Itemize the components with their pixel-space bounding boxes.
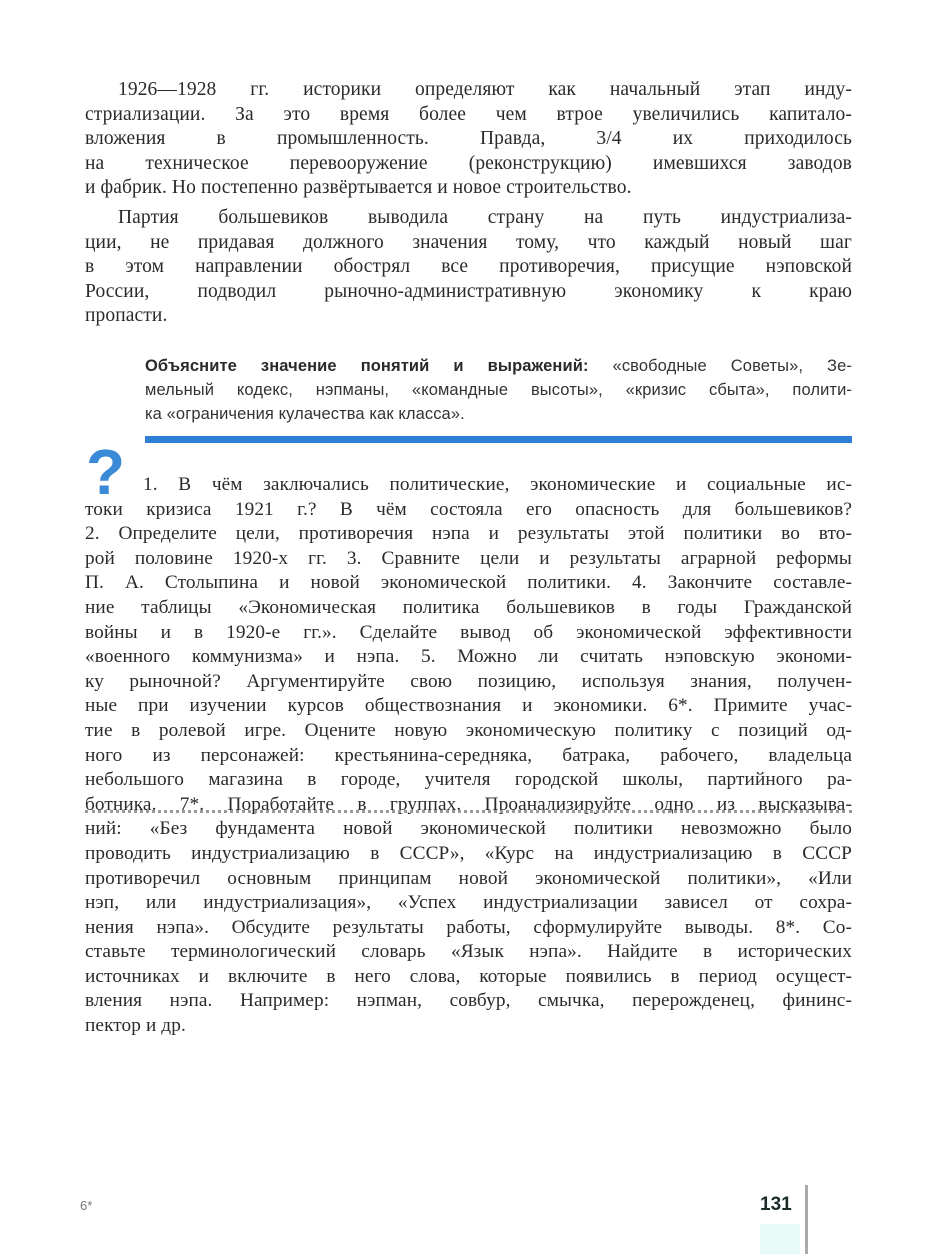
- text-line: ботника. 7*. Поработайте в группах. Проанализируйте одно из высказыва-: [85, 793, 852, 815]
- paragraph-bolshevik-party: [85, 206, 852, 329]
- text-line: 2. Определите цели, противоречия нэпа и результаты этой политики во вто-: [85, 523, 852, 545]
- text-line: токи кризиса 1921 г.? В чём состояла его опасность для большевиков?: [85, 498, 852, 520]
- text-line: П. А. Столыпина и новой экономической политики. 4. Закончите составле-: [85, 572, 852, 594]
- text-line: проводить индустриализацию в СССР», «Курс на индустриализацию в СССР: [85, 842, 852, 864]
- questions-block: [85, 473, 852, 1039]
- page-number: 131: [760, 1194, 792, 1215]
- text-line: вления нэпа. Например: нэпман, совбур, смычка, перерожденец, фининс-: [85, 990, 852, 1012]
- paragraph-industrialization: [85, 78, 852, 201]
- section-divider-bar: [145, 436, 852, 443]
- text-line: ции, не придавая должного значения тому, что каждый новый шаг: [85, 231, 852, 253]
- text-line: вложения в промышленность. Правда, 3/4 их приходилось: [85, 128, 852, 150]
- text-line: пектор и др.: [85, 1015, 186, 1037]
- task-heading: Объясните значение понятий и выражений:: [145, 357, 589, 375]
- text-line: ние таблицы «Экономическая политика большевиков в годы Гражданской: [85, 596, 852, 618]
- text-line: нения нэпа». Обсудите результаты работы, сформулируйте выводы. 8*. Со-: [85, 916, 852, 938]
- text-line: России, подводил рыночно-административную экономику к краю: [85, 280, 852, 302]
- text-line: на техническое перевооружение (реконструкцию) имевшихся заводов: [85, 152, 852, 174]
- text-line: Партия большевиков выводила страну на путь индустриализа-: [118, 207, 852, 228]
- text-line: нэп, или индустриализация», «Успех индустриализации зависел от сохра-: [85, 892, 852, 914]
- text-line: в этом направлении обострял все противоречия, присущие нэповской: [85, 256, 852, 278]
- text-line: 1926—1928 гг. историки определяют как начальный этап инду-: [118, 79, 852, 100]
- page-edge-rule: [805, 1185, 808, 1254]
- text-line: небольшого магазина в городе, учителя городской школы, партийного ра-: [85, 769, 852, 791]
- task-line: ка «ограничения кулачества как класса».: [145, 405, 465, 423]
- task-line: мельный кодекс, нэпманы, «командные высоты», «кризис сбыта», полити-: [145, 381, 852, 399]
- text-line: ставьте терминологический словарь «Язык нэпа». Найдите в исторических: [85, 941, 852, 963]
- text-line: пропасти.: [85, 305, 168, 327]
- text-line: тие в ролевой игре. Оцените новую экономическую политику с позиций од-: [85, 719, 852, 741]
- text-line: источниках и включите в него слова, которые появились в период осущест-: [85, 965, 852, 987]
- text-line: «военного коммунизма» и нэпа. 5. Можно ли считать нэповскую экономи-: [85, 646, 852, 668]
- signature-mark: 6*: [80, 1198, 93, 1213]
- text-line: войны и в 1920-е гг.». Сделайте вывод об экономической эффективности: [85, 621, 852, 643]
- text-line: и фабрик. Но постепенно развёртывается и новое строительство.: [85, 177, 632, 199]
- text-line: 1. В чём заключались политические, экономические и социальные ис-: [143, 474, 852, 495]
- text-line: ные при изучении курсов обществознания и экономики. 6*. Примите учас-: [85, 695, 852, 717]
- text-line: стриализации. За это время более чем втрое увеличились капитало-: [85, 103, 852, 125]
- task-line: [145, 354, 852, 378]
- page-tab-tint: [760, 1224, 800, 1254]
- text-line: ного из персонажей: крестьянина-середняка, батрака, рабочего, владельца: [85, 744, 852, 766]
- task-explain-terms: [145, 354, 852, 426]
- dotted-divider: [85, 810, 852, 813]
- question-mark-icon: ?: [86, 436, 126, 508]
- task-text: «свободные Советы», Зе-: [588, 357, 852, 375]
- text-line: противоречил основным принципам новой экономической политики», «Или: [85, 867, 852, 889]
- text-line: рой половине 1920-х гг. 3. Сравните цели и результаты аграрной реформы: [85, 547, 852, 569]
- text-line: ку рыночной? Аргументируйте свою позицию, используя знания, получен-: [85, 670, 852, 692]
- text-line: ний: «Без фундамента новой экономической политики невозможно было: [85, 818, 852, 840]
